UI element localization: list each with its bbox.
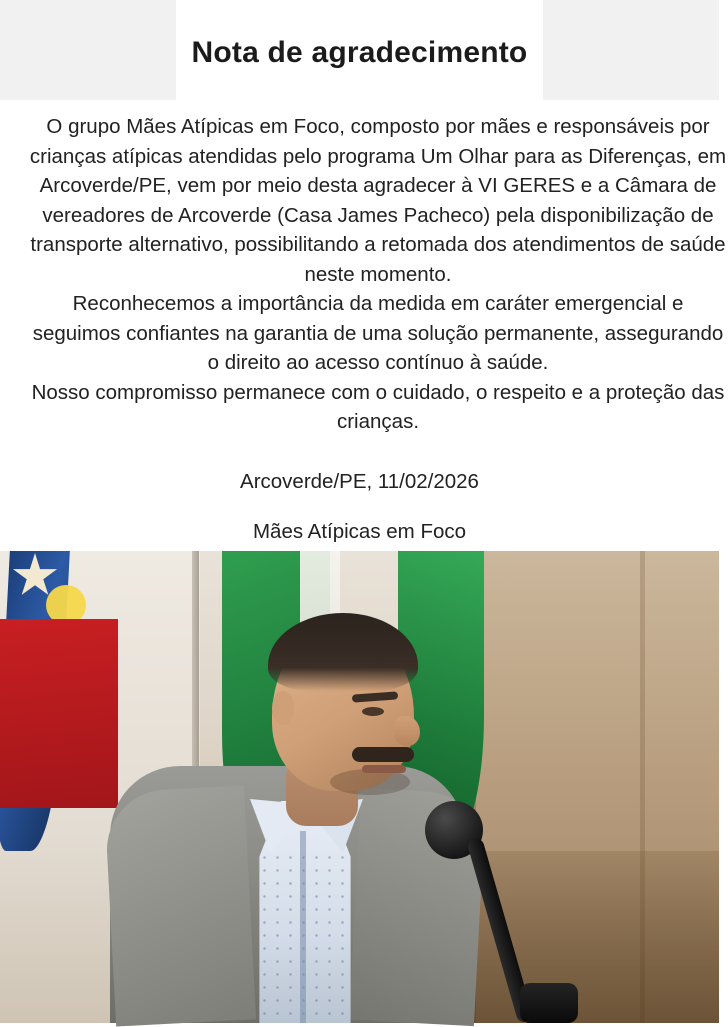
- speaker-ear: [272, 691, 294, 725]
- speaker-mustache: [352, 747, 414, 762]
- note-date-line: Arcoverde/PE, 11/02/2026: [240, 470, 479, 493]
- note-signature: Mães Atípicas em Foco: [252, 520, 467, 543]
- speaker-eye: [362, 707, 384, 716]
- speaker-nose: [394, 716, 420, 746]
- note-paragraph-1: O grupo Mães Atípicas em Foco, composto por mães e responsáveis por crianças atípicas atendidas pelo programa Um Olhar para as Diferenças, em Arcoverde/PE, vem por meio desta agradecer à VI GERES e a Câmara de vereadores de Arcoverde (Casa James Pacheco) pela disponibilização de transporte alternativo, possibilitando a retomada dos atendimentos de saúde neste momento.: [29, 115, 727, 286]
- microphone-base: [520, 983, 578, 1023]
- speaker-mouth: [362, 765, 406, 773]
- speaker-jacket-left-lapel: [104, 785, 256, 1026]
- note-paragraph-2: Reconhecemos a importância da medida em caráter emergencial e seguimos confiantes na garantia de uma solução permanente, assegurando o direito ao acesso contínuo à saúde.: [32, 292, 724, 374]
- speaker-photo: [0, 551, 719, 1023]
- note-title: Nota de agradecimento: [191, 36, 528, 70]
- note-paragraph-3: Nosso compromisso permanece com o cuidado, o respeito e a proteção das crianças.: [31, 380, 725, 433]
- note-body: [28, 112, 728, 437]
- speaker-shirt-placket: [300, 831, 306, 1023]
- pernambuco-red-band: [0, 619, 118, 808]
